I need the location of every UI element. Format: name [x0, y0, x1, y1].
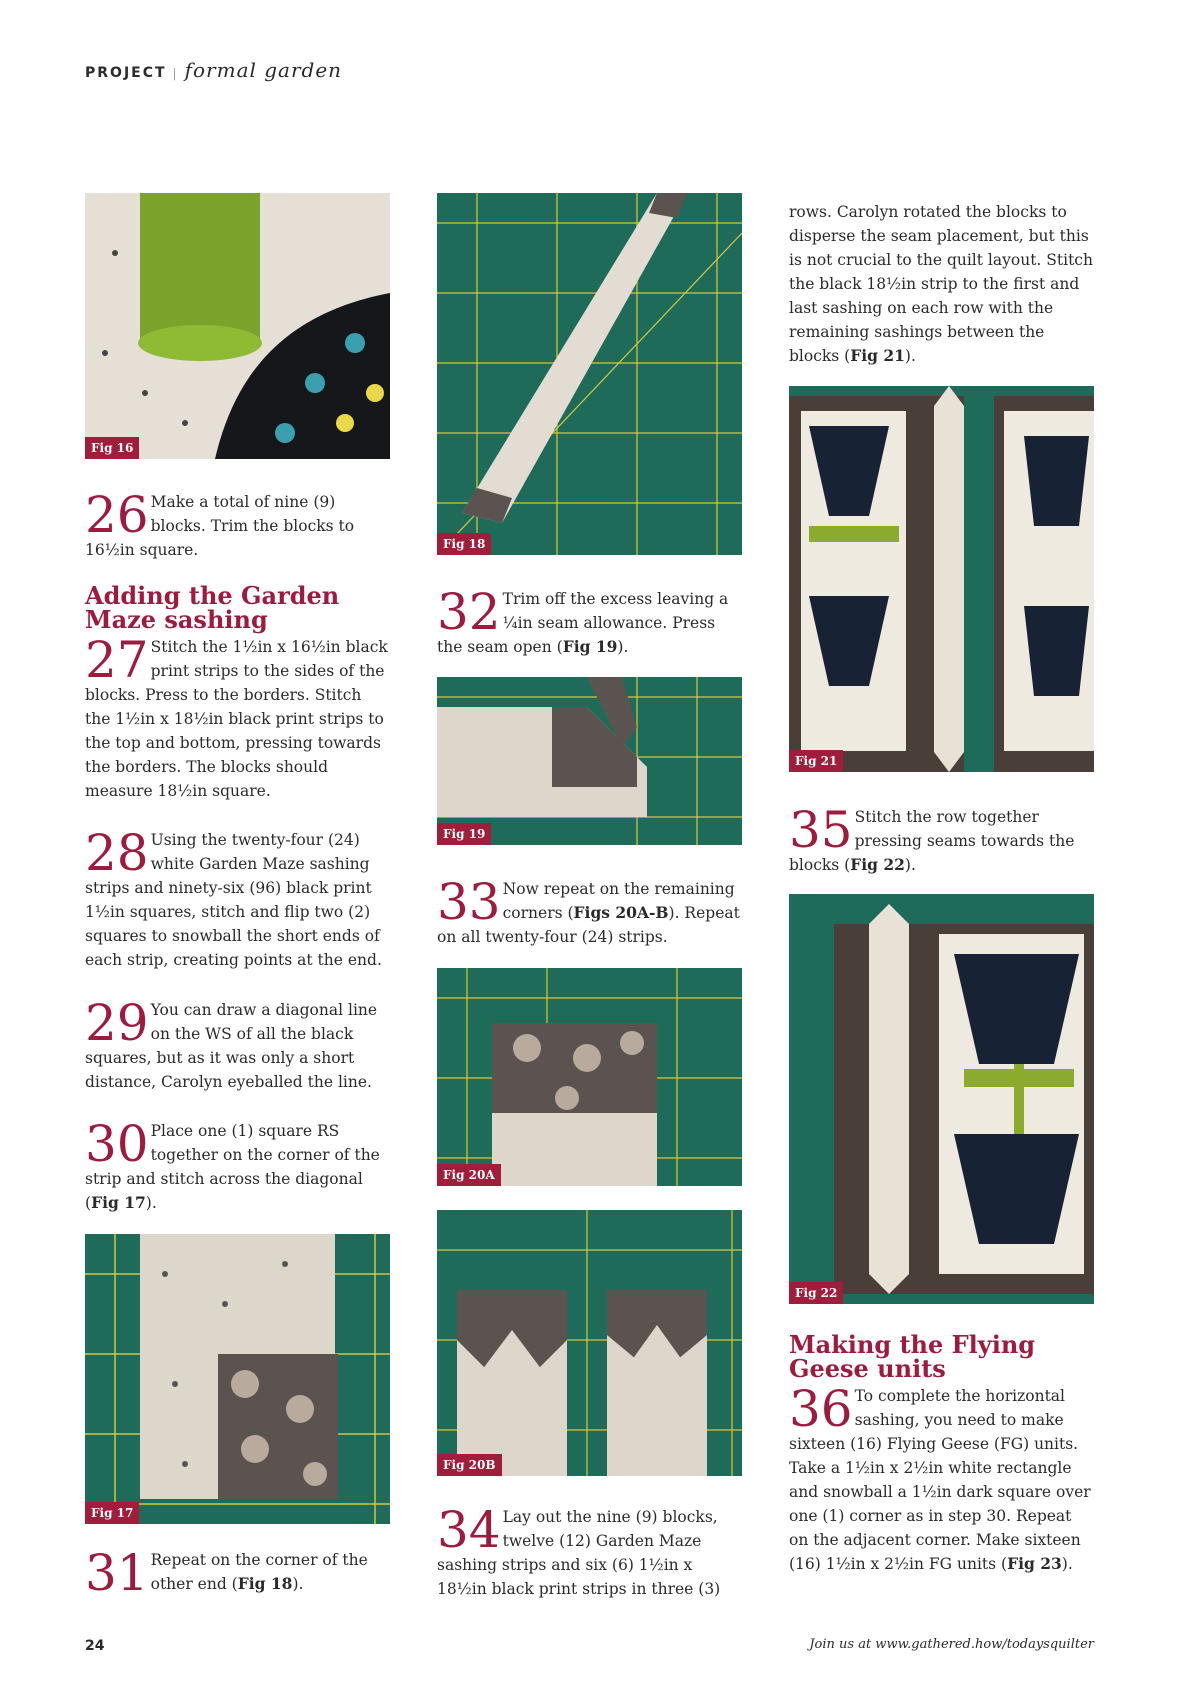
photo-fig18: [437, 193, 742, 555]
step-number: 26: [85, 486, 149, 544]
step-34-continued: [789, 200, 1094, 368]
step-number: 29: [85, 994, 149, 1052]
step-33: [437, 873, 742, 949]
step-number: 28: [85, 824, 149, 882]
figure-label: Fig 20A: [437, 1164, 501, 1186]
figure-label: Fig 16: [85, 437, 139, 459]
figure-label: Fig 22: [789, 1282, 843, 1304]
step-29: [85, 994, 390, 1094]
step-number: 36: [789, 1380, 853, 1438]
photo-fig17: [85, 1234, 390, 1524]
step-number: 34: [437, 1501, 501, 1559]
photo-fig20b: [437, 1210, 742, 1476]
step-text: Now repeat on the remaining corners (: [502, 880, 735, 922]
figure-reference: Fig 21: [850, 346, 905, 365]
step-30: [85, 1115, 390, 1215]
step-text: Trim off the excess leaving a ¼in seam allowance. Press the seam open (: [437, 590, 729, 656]
step-text-tail: ).: [145, 1194, 157, 1212]
step-text-tail: ).: [904, 856, 916, 874]
figure-label: Fig 19: [437, 823, 491, 845]
step-28: [85, 824, 390, 972]
photo-fig16: [85, 193, 390, 459]
step-26: [85, 486, 390, 562]
step-text: To complete the horizontal sashing, you need to make sixteen (16) Flying Geese (FG) units. Take a 1½in x 2½in white rectangle and snowball a 1½in dark square over one (1) corner as in step 30. Repeat on the adjacent corner. Make sixteen (16) 1½in x 2½in FG units (: [789, 1387, 1091, 1573]
figure-label: Fig 21: [789, 750, 843, 772]
step-text: Lay out the nine (9) blocks, twelve (12) Garden Maze sashing strips and six (6) 1½in x 18½in black print strips in three (3): [437, 1508, 721, 1598]
figure-label: Fig 17: [85, 1502, 139, 1524]
step-text-tail: ). Repeat on all twenty-four (24) strips.: [437, 904, 740, 946]
step-text: You can draw a diagonal line on the WS of all the black squares, but as it was only a short distance, Carolyn eyeballed the line.: [85, 1001, 378, 1091]
step-text-tail: ).: [292, 1575, 304, 1593]
step-text: Stitch the row together pressing seams towards the blocks (: [789, 808, 1075, 874]
figure-reference: Fig 19: [562, 637, 618, 656]
step-text-tail: ).: [1061, 1555, 1073, 1573]
heading-sashing: Adding the Garden Maze sashing: [85, 581, 340, 634]
step-text: Using the twenty-four (24) white Garden Maze sashing strips and ninety-six (96) black print 1½in squares, stitch and flip two (2) squares to snowball the short ends of each strip, creating points at the end.: [85, 831, 382, 969]
step-number: 31: [85, 1544, 149, 1602]
step-32: [437, 583, 742, 659]
step-number: 30: [85, 1115, 149, 1173]
page-number: 24: [85, 1638, 105, 1654]
figure-reference: Fig 23: [1007, 1554, 1062, 1573]
step-number: 35: [789, 801, 853, 859]
heading-flying-geese: Making the Flying Geese units: [789, 1330, 1036, 1383]
step-text: Repeat on the corner of the other end (: [150, 1551, 368, 1593]
section-label: PROJECT: [85, 65, 167, 81]
step-number: 33: [437, 873, 501, 931]
step-text-tail: ).: [904, 347, 916, 365]
step-text: Make a total of nine (9) blocks. Trim the blocks to 16½in square.: [85, 493, 355, 559]
photo-fig22: [789, 894, 1094, 1304]
step-31: [85, 1544, 390, 1602]
step-text: Place one (1) square RS together on the corner of the strip and stitch across the diagonal (: [85, 1122, 380, 1212]
figure-reference: Fig 17: [91, 1193, 146, 1212]
header-separator: |: [172, 66, 179, 80]
step-35: [789, 801, 1094, 877]
photo-fig21: [789, 386, 1094, 772]
figure-reference: Figs 20A-B: [573, 903, 669, 922]
figure-label: Fig 18: [437, 533, 491, 555]
photo-fig19: [437, 677, 742, 845]
step-text: rows. Carolyn rotated the blocks to disperse the seam placement, but this is not crucial to the quilt layout. Stitch the black 18½in strip to the first and last sashing on each row with the remaining sashings between the blocks (: [789, 203, 1093, 365]
footer-link[interactable]: Join us at www.gathered.how/todaysquilter: [809, 1637, 1094, 1652]
step-text: Stitch the 1½in x 16½in black print strips to the sides of the blocks. Press to the borders. Stitch the 1½in x 18½in black print strips to the top and bottom, pressing towards the borders. The blocks should measure 18½in square.: [85, 638, 388, 800]
step-number: 32: [437, 583, 501, 641]
project-title: formal garden: [184, 58, 343, 82]
step-27: [85, 631, 390, 803]
page-header: [85, 58, 342, 82]
step-36: [789, 1380, 1094, 1576]
step-34: [437, 1501, 742, 1601]
figure-reference: Fig 22: [850, 855, 905, 874]
photo-fig20a: [437, 968, 742, 1186]
figure-label: Fig 20B: [437, 1454, 502, 1476]
step-text-tail: ).: [617, 638, 629, 656]
figure-reference: Fig 18: [237, 1574, 293, 1593]
step-number: 27: [85, 631, 149, 689]
